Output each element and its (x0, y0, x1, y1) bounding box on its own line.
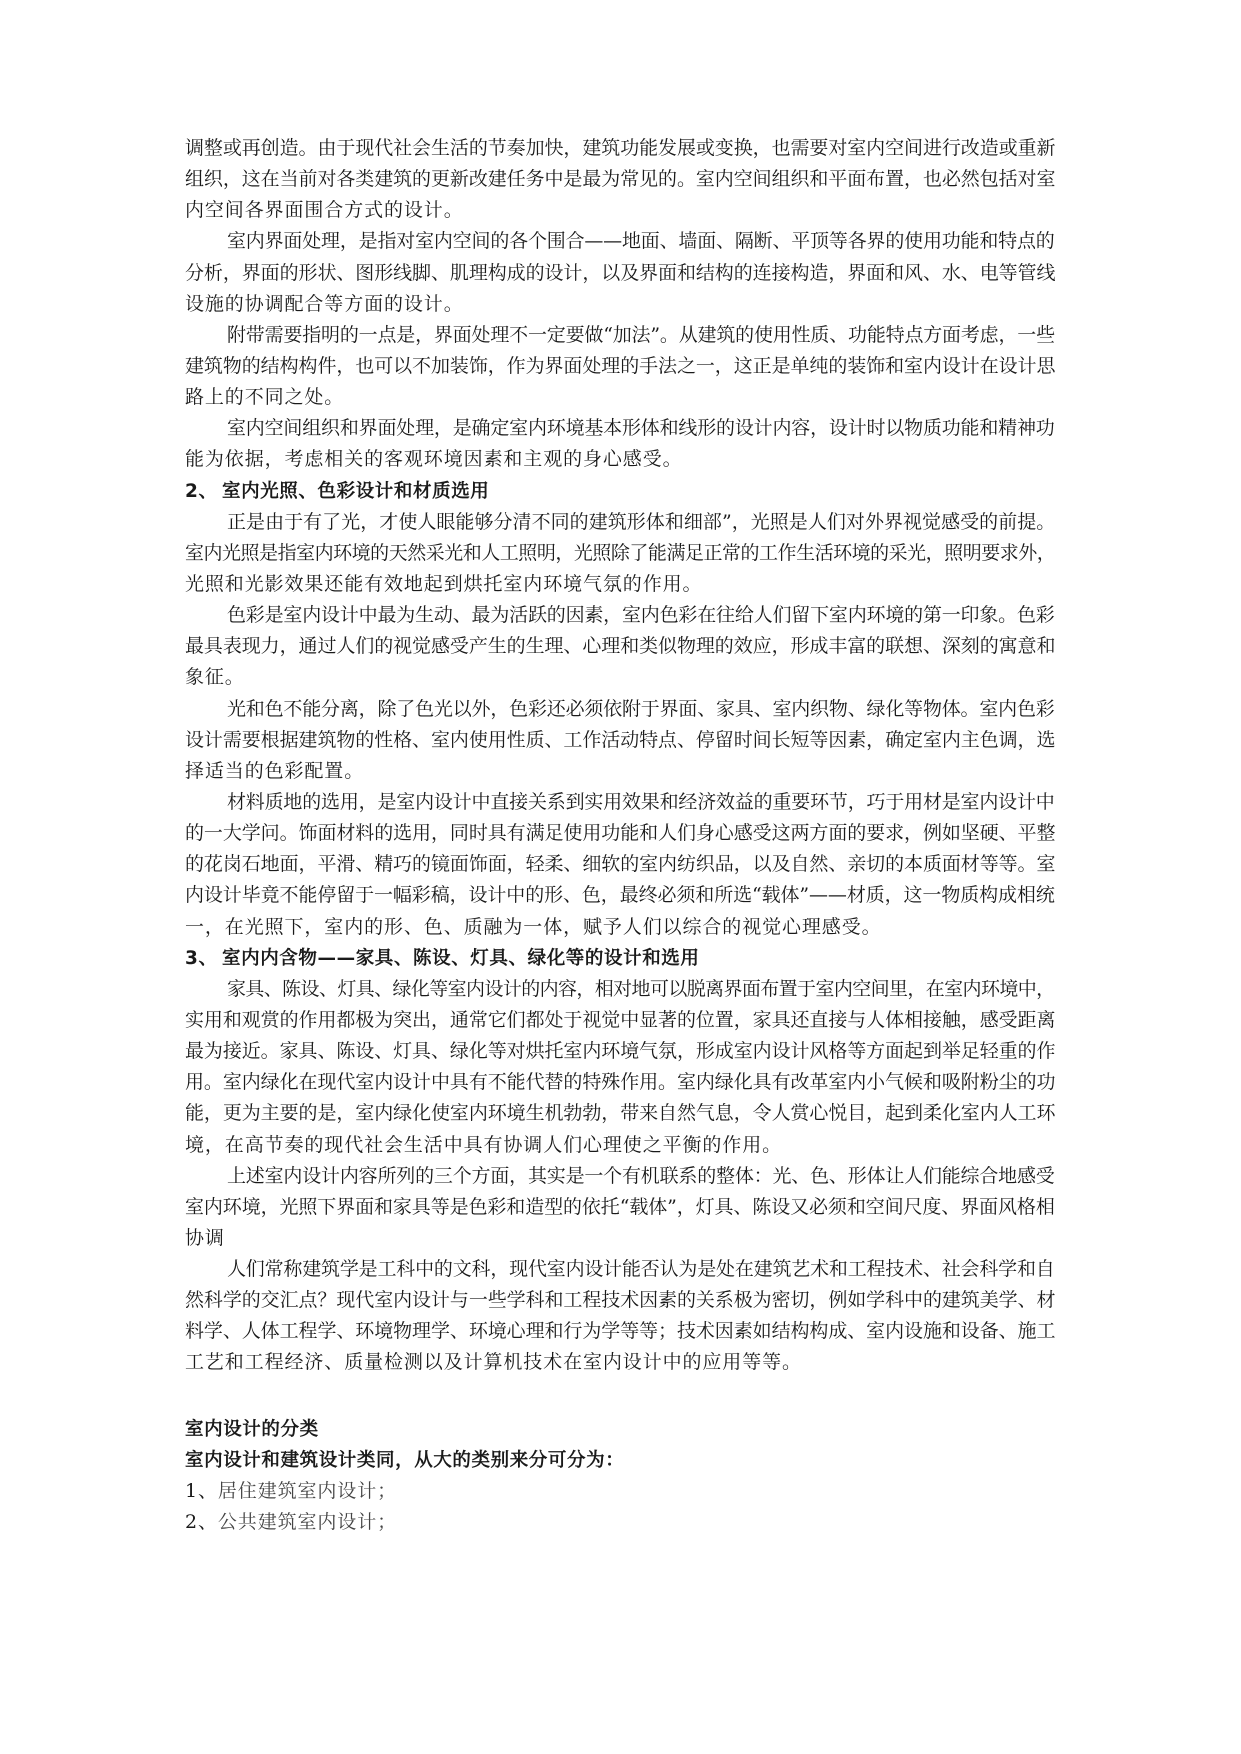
spacer (185, 1379, 1055, 1414)
text-line: 用。室内绿化在现代室内设计中具有不能代替的特殊作用。室内绿化具有改革室内小气候和吸附粉尘的功 (185, 1071, 1056, 1094)
text-line: 的花岗石地面，平滑、精巧的镜面饰面，轻柔、细软的室内纺织品，以及自然、亲切的本质面材等等。室 (185, 853, 1056, 876)
paragraph (185, 974, 1055, 1161)
text-line: 光和色不能分离，除了色光以外，色彩还必须依附于界面、家具、室内织物、绿化等物体。室内色彩 (227, 697, 1055, 720)
text-line: 能，更为主要的是，室内绿化使室内环境生机勃勃，带来自然气息，令人赏心悦目，起到柔化室内人工环 (185, 1102, 1056, 1125)
text-line: 内设计毕竟不能停留于一幅彩稿，设计中的形、色，最终必须和所选“载体”——材质，这一物质构成相统 (185, 884, 1055, 907)
paragraph (185, 413, 1055, 475)
text-line: 工艺和工程经济、质量检测以及计算机技术在室内设计中的应用等等。 (185, 1351, 802, 1374)
text-line: 家具、陈设、灯具、绿化等室内设计的内容，相对地可以脱离界面布置于室内空间里，在室内环境中， (227, 977, 1055, 1000)
text-line: 路上的不同之处。 (185, 386, 345, 409)
paragraph (185, 133, 1055, 226)
text-line: 内空间各界面围合方式的设计。 (185, 199, 464, 222)
text-line: 境，在高节奏的现代社会生活中具有协调人们心理使之平衡的作用。 (185, 1133, 783, 1156)
text-line: 设施的协调配合等方面的设计。 (185, 292, 464, 315)
list-number: 1、 (185, 1479, 218, 1502)
section-title: 室内内含物——家具、陈设、灯具、绿化等的设计和选用 (222, 947, 700, 969)
list-item (185, 1507, 1055, 1538)
text-line: 然科学的交汇点？现代室内设计与一些学科和工程技术因素的关系极为密切，例如学科中的建筑美学、材 (185, 1289, 1056, 1312)
text-line: 调整或再创造。由于现代社会生活的节奏加快，建筑功能发展或变换，也需要对室内空间进行改造或重新 (185, 137, 1056, 159)
text-line: 色彩是室内设计中最为生动、最为活跃的因素，室内色彩在往给人们留下室内环境的第一印象。色彩 (227, 604, 1055, 627)
text-line: 的一大学问。饰面材料的选用，同时具有满足使用功能和人们身心感受这两方面的要求，例如坚硬、平整 (185, 822, 1056, 845)
text-line: 人们常称建筑学是工科中的文科，现代室内设计能否认为是处在建筑艺术和工程技术、社会科学和自 (227, 1258, 1055, 1281)
text-line: 上述室内设计内容所列的三个方面，其实是一个有机联系的整体：光、色、形体让人们能综合地感受 (227, 1164, 1055, 1187)
text-line: 室内界面处理，是指对室内空间的各个围合——地面、墙面、隔断、平顶等各界的使用功能和特点的 (227, 230, 1055, 253)
text-line: 正是由于有了光，才使人眼能够分清不同的建筑形体和细部”，光照是人们对外界视觉感受的前提。 (227, 510, 1056, 533)
classification-subheading: 室内设计和建筑设计类同，从大的类别来分可分为： (185, 1449, 625, 1471)
paragraph (185, 507, 1055, 600)
text-line: 实用和观赏的作用都极为突出，通常它们都处于视觉中显著的位置，家具还直接与人体相接触，感受距离 (185, 1008, 1056, 1031)
paragraph (185, 1254, 1055, 1379)
section-heading (185, 943, 1055, 974)
classification-heading: 室内设计的分类 (185, 1418, 319, 1440)
document-page (185, 133, 1055, 1538)
text-line: 能为依据，考虑相关的客观环境因素和主观的身心感受。 (185, 448, 683, 471)
paragraph (185, 320, 1055, 413)
list-text: 居住建筑室内设计； (217, 1479, 397, 1502)
paragraph (185, 1161, 1055, 1254)
text-line: 最为接近。家具、陈设、灯具、绿化等对烘托室内环境气氛，形成室内设计风格等方面起到举足轻重的作 (185, 1040, 1056, 1063)
text-line: 择适当的色彩配置。 (185, 759, 365, 782)
text-line: 附带需要指明的一点是，界面处理不一定要做“加法”。从建筑的使用性质、功能特点方面考虑，一些 (227, 323, 1055, 346)
text-line: 一，在光照下，室内的形、色、质融为一体，赋予人们以综合的视觉心理感受。 (185, 915, 882, 938)
text-line: 最具表现力，通过人们的视觉感受产生的生理、心理和类似物理的效应，形成丰富的联想、深刻的寓意和 (185, 635, 1056, 658)
section-heading (185, 476, 1055, 507)
section-number: 2、 (185, 480, 218, 502)
paragraph (185, 600, 1055, 693)
paragraph (185, 787, 1055, 943)
section-title: 室内光照、色彩设计和材质选用 (222, 480, 490, 502)
classification-list (185, 1476, 1055, 1538)
text-line: 组织，这在当前对各类建筑的更新改建任务中是最为常见的。室内空间组织和平面布置，也必然包括对室 (185, 168, 1056, 191)
text-line: 室内光照是指室内环境的天然采光和人工照明，光照除了能满足正常的工作生活环境的采光，照明要求外， (185, 541, 1056, 564)
text-line: 分析，界面的形状、图形线脚、肌理构成的设计，以及界面和结构的连接构造，界面和风、水、电等管线 (185, 261, 1056, 284)
text-line: 室内空间组织和界面处理，是确定室内环境基本形体和线形的设计内容，设计时以物质功能和精神功 (227, 417, 1055, 440)
text-line: 光照和光影效果还能有效地起到烘托室内环境气氛的作用。 (185, 572, 703, 595)
list-item (185, 1476, 1055, 1507)
text-line: 材料质地的选用，是室内设计中直接关系到实用效果和经济效益的重要环节，巧于用材是室内设计中 (227, 790, 1055, 813)
paragraph (185, 226, 1055, 319)
list-number: 2、 (185, 1511, 218, 1534)
text-line: 象征。 (185, 666, 245, 689)
text-line: 设计需要根据建筑物的性格、室内使用性质、工作活动特点、停留时间长短等因素，确定室内主色调，选 (185, 728, 1056, 751)
section-number: 3、 (185, 947, 218, 969)
paragraph (185, 694, 1055, 787)
list-text: 公共建筑室内设计； (217, 1511, 397, 1534)
text-line: 料学、人体工程学、环境物理学、环境心理和行为学等等；技术因素如结构构成、室内设施和设备、施工 (185, 1320, 1056, 1343)
text-line: 建筑物的结构构件，也可以不加装饰，作为界面处理的手法之一，这正是单纯的装饰和室内设计在设计思 (185, 354, 1056, 377)
text-line: 协调 (185, 1226, 225, 1249)
text-line: 室内环境，光照下界面和家具等是色彩和造型的依托“载体”，灯具、陈设又必须和空间尺度、界面风格相 (185, 1195, 1055, 1218)
